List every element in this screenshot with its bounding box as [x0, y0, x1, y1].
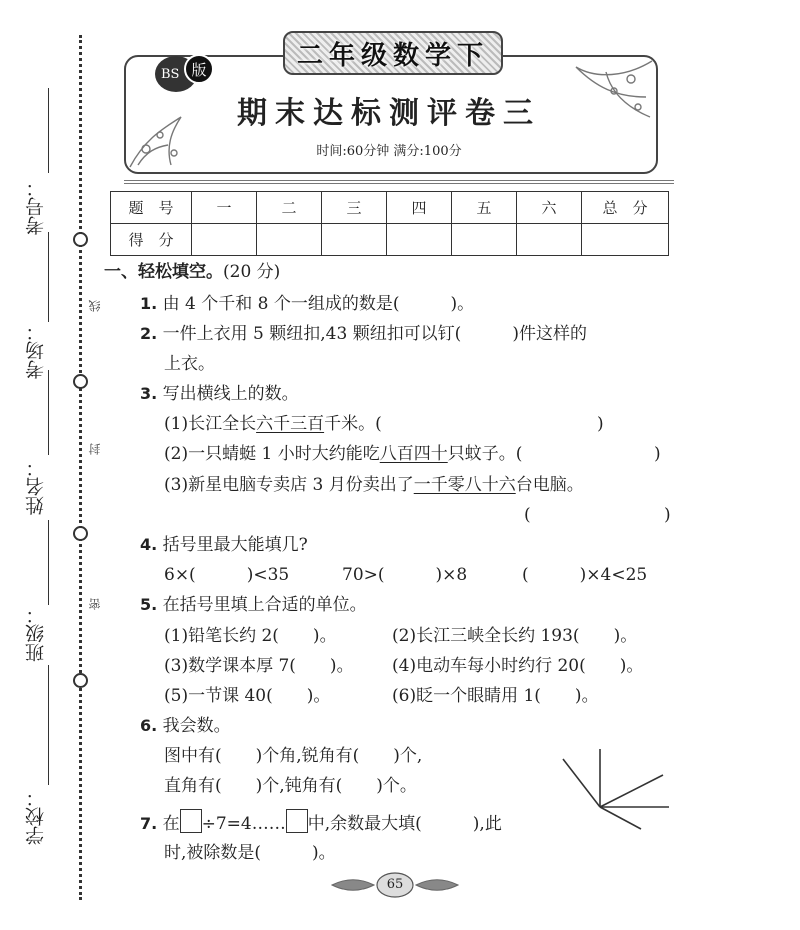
section-heading: 一、轻松填空。(20 分) [104, 262, 281, 282]
header-divider [124, 180, 674, 184]
question-5-item: (5)一节课 40( )。 [164, 686, 331, 706]
blank-box[interactable] [286, 809, 308, 833]
question-1: 1. 由 4 个千和 8 个一组成的数是( )。 [140, 294, 475, 314]
answer-bracket-open: ( [524, 505, 531, 525]
question-6: 6. 我会数。 [140, 716, 231, 736]
exam-info: 时间:60分钟 满分:100分 [316, 144, 462, 159]
binding-dotted-line [79, 35, 82, 900]
grade-banner [283, 31, 503, 75]
table-cell: 二 [257, 192, 322, 224]
table-cell: 总 分 [582, 192, 669, 224]
question-3-part-1: (1)长江全长六千三百千米。( [164, 414, 382, 434]
question-6-line-1: 图中有( )个角,锐角有( )个, [164, 746, 423, 766]
exam-room-blank[interactable] [48, 232, 49, 322]
score-cell[interactable] [452, 224, 517, 256]
class-label: 班级： [25, 605, 47, 662]
binding-ring [73, 526, 88, 541]
question-2: 2. 一件上衣用 5 颗纽扣,43 颗纽扣可以钉( )件这样的 [140, 324, 587, 344]
page-number: 65 [386, 877, 404, 892]
page-title: 期末达标测评卷三 [237, 96, 541, 131]
question-4-item-a: 6×( )<35 [164, 565, 290, 585]
school-blank[interactable] [48, 665, 49, 785]
score-table-header-row [111, 192, 669, 224]
question-6-line-2: 直角有( )个,钝角有( )个。 [164, 776, 417, 796]
class-blank[interactable] [48, 520, 49, 605]
question-5-item: (1)铅笔长约 2( )。 [164, 626, 337, 646]
score-table [110, 191, 669, 256]
name-label: 姓名： [25, 458, 47, 515]
question-3-part-3: (3)新星电脑专卖店 3 月份卖出了一千零八十六台电脑。 [164, 475, 584, 495]
exam-number-blank[interactable] [48, 88, 49, 173]
score-cell[interactable] [322, 224, 387, 256]
exam-number-label: 考号： [25, 178, 47, 235]
grade-banner-text: 二年级数学下 [296, 40, 489, 71]
blank-box[interactable] [180, 809, 202, 833]
answer-bracket-close: ) [654, 444, 661, 464]
table-cell: 得 分 [111, 224, 192, 256]
score-cell[interactable] [192, 224, 257, 256]
question-5-item: (3)数学课本厚 7( )。 [164, 656, 354, 676]
edition-badge: BS [155, 56, 197, 92]
page-footer [330, 871, 460, 899]
angle-rays-figure [555, 745, 675, 835]
question-4-item-c: ( )×4<25 [522, 565, 648, 585]
score-cell[interactable] [387, 224, 452, 256]
seal-char-line: 线 [88, 300, 102, 312]
answer-bracket-close: ) [597, 414, 604, 434]
question-7: 7. 在 ÷7=4…… 中,余数最大填( ),此 [140, 809, 502, 833]
table-cell: 四 [387, 192, 452, 224]
school-label: 学校： [25, 788, 47, 845]
exam-room-label: 考场： [25, 322, 47, 379]
edition-char: 版 [184, 54, 214, 84]
question-4-item-b: 70>( )×8 [342, 565, 468, 585]
question-4: 4. 括号里最大能填几? [140, 535, 308, 555]
table-cell: 一 [192, 192, 257, 224]
seal-char-seal: 封 [88, 443, 102, 455]
score-cell[interactable] [517, 224, 582, 256]
score-cell[interactable] [582, 224, 669, 256]
question-7-cont: 时,被除数是( )。 [164, 843, 336, 863]
answer-bracket-close: ) [664, 505, 671, 525]
question-5-item: (2)长江三峡全长约 193( )。 [392, 626, 638, 646]
question-5-item: (4)电动车每小时约行 20( )。 [392, 656, 644, 676]
score-cell[interactable] [257, 224, 322, 256]
question-5: 5. 在括号里填上合适的单位。 [140, 595, 367, 615]
question-3: 3. 写出横线上的数。 [140, 384, 299, 404]
question-5-item: (6)眨一个眼睛用 1( )。 [392, 686, 599, 706]
binding-ring [73, 232, 88, 247]
binding-ring [73, 673, 88, 688]
name-blank[interactable] [48, 370, 49, 455]
seal-char-secret: 密 [88, 598, 102, 610]
question-2-cont: 上衣。 [164, 354, 215, 374]
table-cell: 三 [322, 192, 387, 224]
question-3-part-2: (2)一只蜻蜓 1 小时大约能吃八百四十只蚊子。( [164, 444, 523, 464]
score-table-score-row [111, 224, 669, 256]
table-cell: 题 号 [111, 192, 192, 224]
binding-ring [73, 374, 88, 389]
table-cell: 五 [452, 192, 517, 224]
table-cell: 六 [517, 192, 582, 224]
